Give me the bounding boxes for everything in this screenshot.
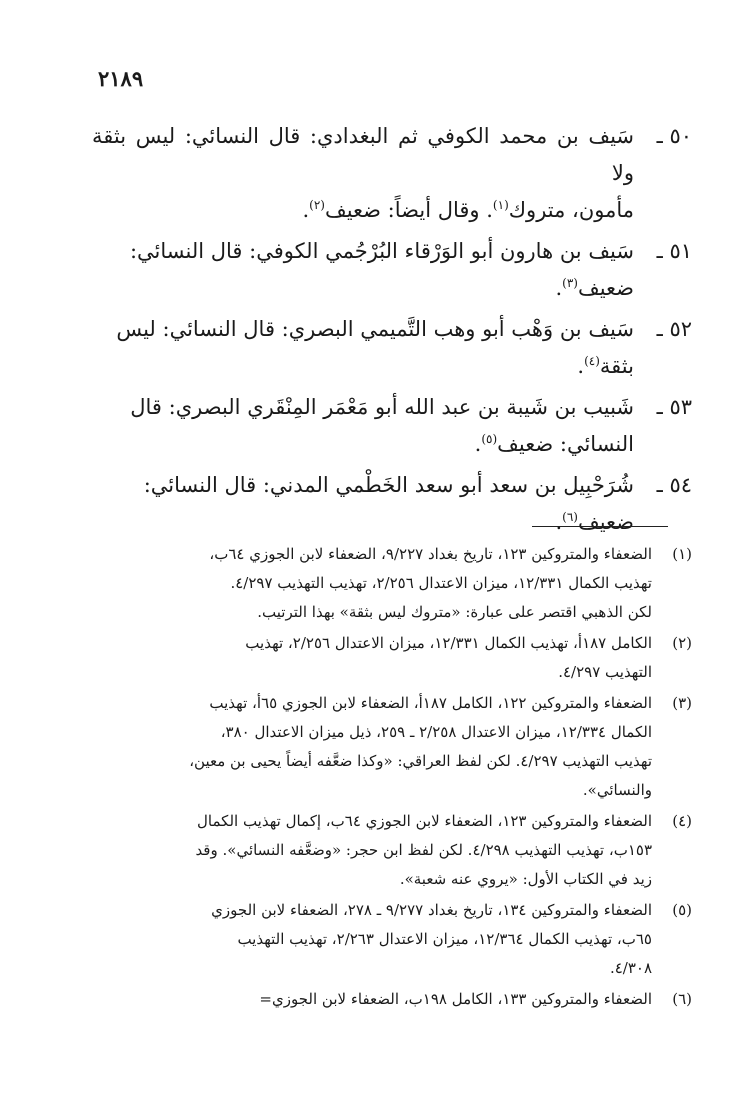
footnote-text <box>92 629 652 687</box>
entry-line: سَيف بن وَهْب أبو وهب التَّميمي البصري: قال النسائي: ليس <box>116 317 634 341</box>
footnote-line: الضعفاء والمتروكين ١٣٤، تاريخ بغداد ٩/٢٧٧ ـ ٢٧٨، الضعفاء لابن الجوزي <box>211 901 652 919</box>
entry-end: . <box>302 198 310 222</box>
footnote-line: ١٥٣ب، تهذيب التهذيب ٤/٢٩٨. لكن لفظ ابن حجر: «وضعَّفه النسائي». وقد <box>195 841 652 859</box>
footnote-ref[interactable]: (٣) <box>562 276 578 290</box>
entry-line <box>92 348 634 385</box>
footnote-number: (٤) <box>672 812 692 830</box>
footnote-text <box>92 807 652 894</box>
footnote-ref[interactable]: (٥) <box>481 432 498 446</box>
entry-52 <box>92 311 692 385</box>
footnote-number: (١) <box>672 545 692 563</box>
entry-number: ٥٤ ـ <box>656 473 692 497</box>
footnote-line: ٦٥ب، تهذيب الكمال ١٢/٣٦٤، ميزان الاعتدال ٢/٢٦٣، تهذيب التهذيب <box>237 930 652 948</box>
entries-list <box>92 118 692 545</box>
page-number: ٢١٨٩ <box>98 66 144 91</box>
footnote-number: (٦) <box>672 990 692 1008</box>
footnote-1 <box>92 540 692 627</box>
entry-text: النسائي: ضعيف <box>497 432 634 456</box>
footnote-number: (٣) <box>672 694 692 712</box>
entry-text: بثقة <box>599 354 634 378</box>
entry-body <box>92 389 634 463</box>
entry-body <box>92 467 634 541</box>
entry-line <box>92 270 634 307</box>
entry-text: . وقال أيضاً: ضعيف <box>324 198 493 222</box>
entry-body <box>92 118 634 229</box>
entry-body <box>92 233 634 307</box>
footnote-ref[interactable]: (٢) <box>309 198 325 212</box>
entry-text: مأمون، متروك <box>508 198 634 222</box>
entry-number: ٥٣ ـ <box>656 395 692 419</box>
footnote-line: لكن الذهبي اقتصر على عبارة: «متروك ليس بثقة» بهذا الترتيب. <box>257 603 652 621</box>
entry-51 <box>92 233 692 307</box>
entry-50 <box>92 118 692 229</box>
entry-54 <box>92 467 692 541</box>
footnote-3 <box>92 689 692 805</box>
footnote-line: ٤/٣٠٨. <box>609 959 652 977</box>
entry-line: سَيف بن هارون أبو الوَرْقاء البُرْجُمي الكوفي: قال النسائي: <box>129 239 634 263</box>
footnote-divider <box>532 526 668 527</box>
entry-line: شَبيب بن شَيبة بن عبد الله أبو مَعْمَر المِنْقَري البصري: قال <box>130 395 634 419</box>
entry-number: ٥١ ـ <box>656 239 692 263</box>
footnote-text <box>92 689 652 805</box>
footnote-line: الضعفاء والمتروكين ١٢٢، الكامل ١٨٧أ، الضعفاء لابن الجوزي ٦٥أ، تهذيب <box>209 694 652 712</box>
footnote-line: تهذيب الكمال ١٢/٣٣١، ميزان الاعتدال ٢/٢٥٦، تهذيب التهذيب ٤/٢٩٧. <box>230 574 652 592</box>
entry-line: شُرَحْبِيل بن سعد أبو سعد الخَطْمي المدني: قال النسائي: <box>143 473 634 497</box>
entry-line <box>92 504 634 541</box>
entry-line <box>92 426 634 463</box>
footnote-6 <box>92 985 692 1014</box>
footnote-number: (٢) <box>672 634 692 652</box>
entry-number: ٥٢ ـ <box>656 317 692 341</box>
footnote-line: الضعفاء والمتروكين ١٢٣، الضعفاء لابن الجوزي ٦٤ب، إكمال تهذيب الكمال <box>197 812 652 830</box>
footnote-line: تهذيب التهذيب ٤/٢٩٧. لكن لفظ العراقي: «وكذا ضعَّفه أيضاً يحيى بن معين، <box>189 752 652 770</box>
footnote-ref[interactable]: (١) <box>492 198 509 212</box>
entry-end: . <box>474 432 482 456</box>
entry-body <box>92 311 634 385</box>
footnote-line: الكمال ١٢/٣٣٤، ميزان الاعتدال ٢/٢٥٨ ـ ٢٥٩، ذيل ميزان الاعتدال ٣٨٠، <box>220 723 652 741</box>
entry-end: . <box>555 510 563 534</box>
footnote-text <box>92 540 652 627</box>
footnote-number: (٥) <box>672 901 692 919</box>
footnote-line: والنسائي». <box>582 781 652 799</box>
footnote-ref[interactable]: (٦) <box>562 510 578 524</box>
entry-text: ضعيف <box>577 510 634 534</box>
entry-text: ضعيف <box>577 276 634 300</box>
footnote-text <box>92 985 652 1014</box>
footnote-line: الضعفاء والمتروكين ١٢٣، تاريخ بغداد ٩/٢٢٧، الضعفاء لابن الجوزي ٦٤ب، <box>209 545 652 563</box>
footnote-text <box>92 896 652 983</box>
footnote-line: التهذيب ٤/٢٩٧. <box>558 663 652 681</box>
entry-end: . <box>577 354 585 378</box>
footnote-2 <box>92 629 692 687</box>
footnote-line: الكامل ١٨٧أ، تهذيب الكمال ١٢/٣٣١، ميزان الاعتدال ٢/٢٥٦، تهذيب <box>245 634 652 652</box>
entry-line <box>92 192 634 229</box>
footnote-4 <box>92 807 692 894</box>
footnote-ref[interactable]: (٤) <box>584 354 600 368</box>
entry-end: . <box>555 276 563 300</box>
entry-number: ٥٠ ـ <box>656 124 692 148</box>
entry-53 <box>92 389 692 463</box>
footnote-5 <box>92 896 692 983</box>
footnotes-list <box>92 540 692 1016</box>
footnote-line: الضعفاء والمتروكين ١٣٣، الكامل ١٩٨ب، الضعفاء لابن الجوزي= <box>259 990 652 1008</box>
footnote-line: زيد في الكتاب الأول: «يروي عنه شعبة». <box>399 870 652 888</box>
entry-line: سَيف بن محمد الكوفي ثم البغدادي: قال النسائي: ليس بثقة ولا <box>92 124 634 185</box>
